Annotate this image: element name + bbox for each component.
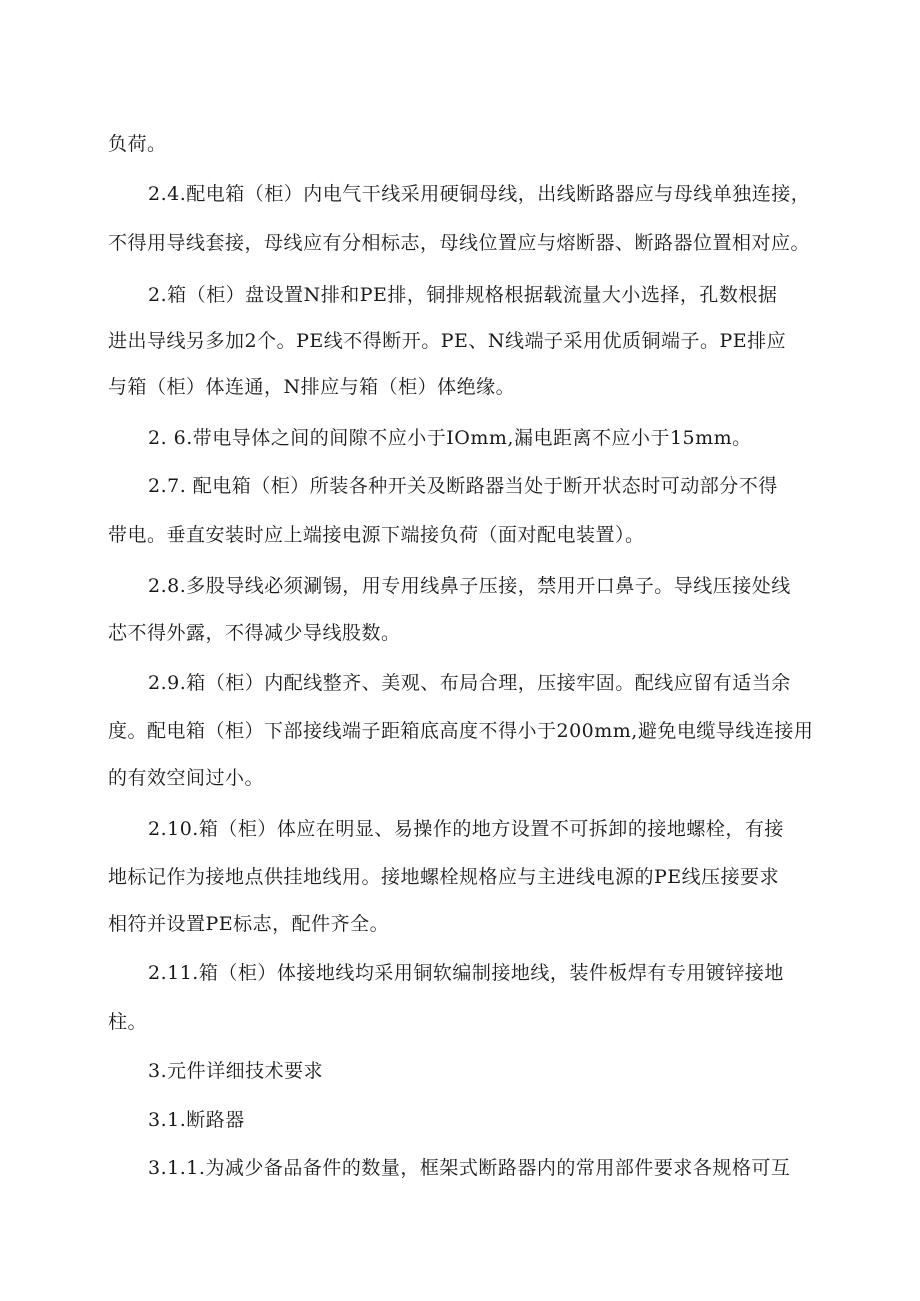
text-line: 3.1.1.为减少备品备件的数量，框架式断路器内的常用部件要求各规格可互 xyxy=(148,1157,791,1179)
text-line: 的有效空间过小。 xyxy=(108,767,265,789)
subsection-heading: 3.1.断路器 xyxy=(148,1109,245,1131)
text-line: 柱。 xyxy=(108,1011,148,1033)
text-line: 芯不得外露，不得减少导线股数。 xyxy=(108,622,401,644)
text-line: 不得用导线套接，母线应有分相标志，母线位置应与熔断器、断路器位置相对应。 xyxy=(108,232,811,254)
text-line: 2. 6.带电导体之间的间隙不应小于IOmm,漏电距离不应小于15mm。 xyxy=(148,427,752,449)
section-heading: 3.元件详细技术要求 xyxy=(148,1060,324,1082)
text-line: 2.11.箱（柜）体接地线均采用铜软编制接地线，装件板焊有专用镀锌接地 xyxy=(148,962,784,984)
text-line: 2.8.多股导线必须涮锡，用专用线鼻子压接，禁用开口鼻子。导线压接处线 xyxy=(148,575,791,597)
text-line: 带电。垂直安装时应上端接电源下端接负荷（面对配电装置）。 xyxy=(108,524,645,546)
text-line: 2.9.箱（柜）内配线整齐、美观、布局合理，压接牢固。配线应留有适当余 xyxy=(148,672,791,694)
text-line: 进出导线另多加2个。PE线不得断开。PE、N线端子采用优质铜端子。PE排应 xyxy=(108,330,787,352)
text-line: 度。配电箱（柜）下部接线端子距箱底高度不得小于200mm,避免电缆导线连接用 xyxy=(108,720,814,742)
text-line: 与箱（柜）体连通，N排应与箱（柜）体绝缘。 xyxy=(108,376,516,398)
text-line: 2.箱（柜）盘设置N排和PE排，铜排规格根据载流量大小选择，孔数根据 xyxy=(148,284,778,306)
text-line: 地标记作为接地点供挂地线用。接地螺栓规格应与主进线电源的PE线压接要求 xyxy=(108,866,780,888)
text-line: 2.10.箱（柜）体应在明显、易操作的地方设置不可拆卸的接地螺栓，有接 xyxy=(148,818,784,840)
text-line: 2.7. 配电箱（柜）所装各种开关及断路器当处于断开状态时可动部分不得 xyxy=(148,475,778,497)
text-line: 2.4.配电箱（柜）内电气干线采用硬铜母线，出线断路器应与母线单独连接， xyxy=(148,183,811,205)
text-line: 相符并设置PE标志，配件齐全。 xyxy=(108,913,390,935)
text-line: 负荷。 xyxy=(108,133,167,155)
